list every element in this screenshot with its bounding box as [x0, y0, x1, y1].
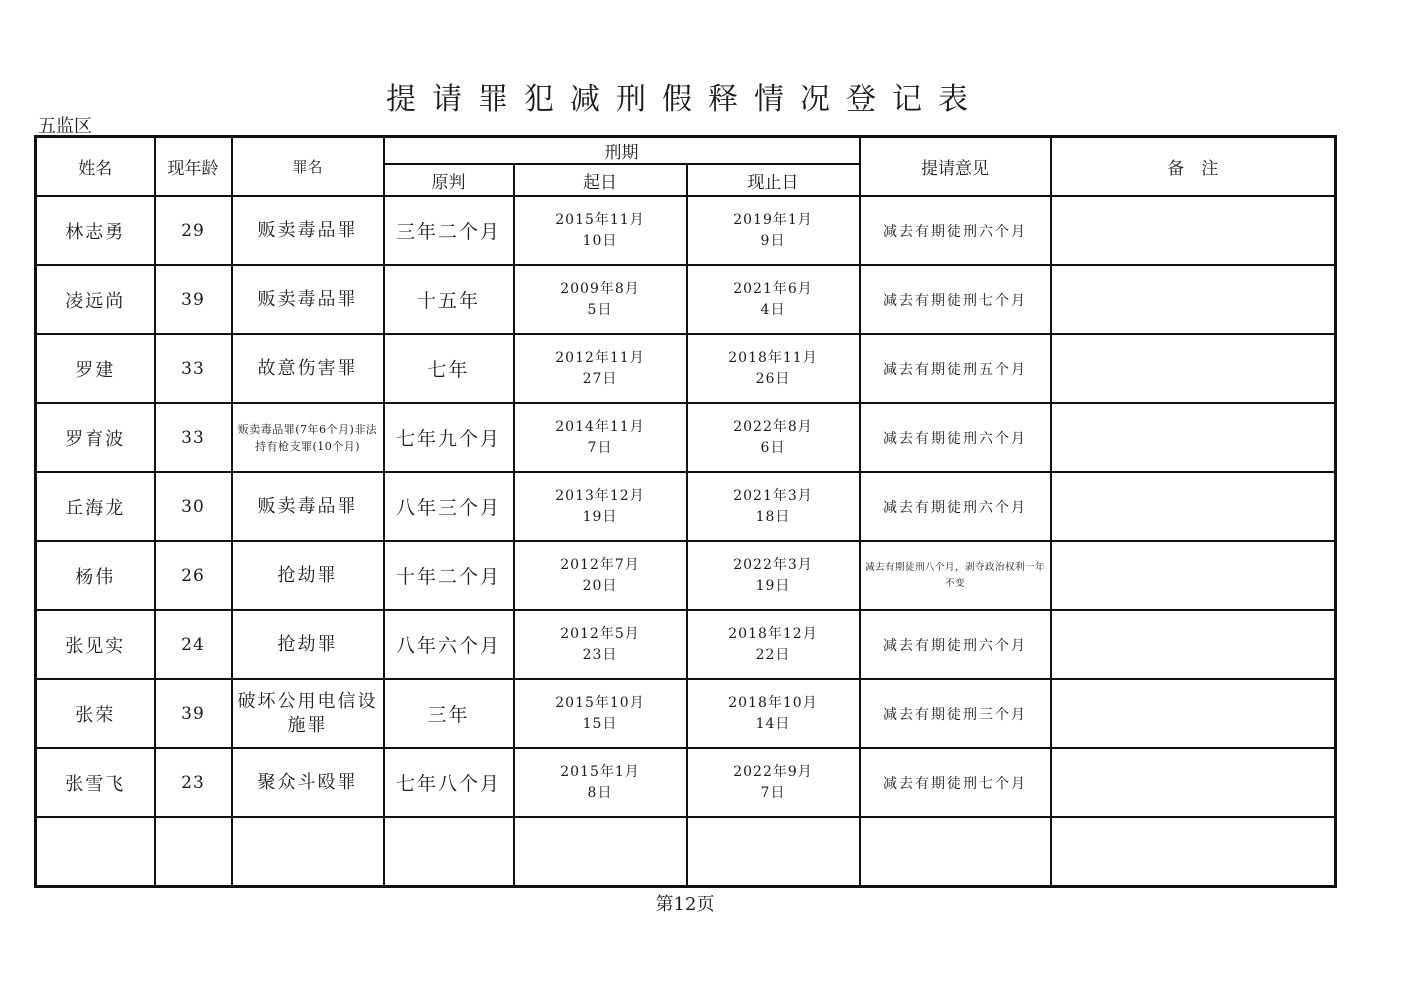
cell-remarks: [1051, 334, 1336, 403]
cell-original-sentence: 三年二个月: [384, 196, 514, 265]
empty-cell: [1051, 817, 1336, 887]
cell-name: 凌远尚: [36, 265, 155, 334]
cell-remarks: [1051, 679, 1336, 748]
start-date-line1: 2012年7月: [560, 556, 640, 573]
end-date-line1: 2022年8月: [733, 418, 813, 435]
cell-opinion: 减去有期徒刑六个月: [860, 610, 1051, 679]
start-date-line2: 5日: [587, 301, 613, 318]
cell-age: 23: [155, 748, 232, 817]
cell-end-date: [687, 196, 860, 265]
cell-original-sentence: 八年三个月: [384, 472, 514, 541]
cell-end-date: [687, 679, 860, 748]
end-date-line1: 2021年3月: [733, 487, 813, 504]
table-row: [36, 610, 1336, 679]
start-date-line1: 2014年11月: [555, 418, 645, 435]
cell-crime: 抢劫罪: [232, 541, 384, 610]
cell-age: 39: [155, 679, 232, 748]
cell-name: 杨伟: [36, 541, 155, 610]
cell-original-sentence: 十年二个月: [384, 541, 514, 610]
header-start-date: 起日: [514, 164, 687, 196]
cell-remarks: [1051, 610, 1336, 679]
cell-opinion: 减去有期徒刑六个月: [860, 472, 1051, 541]
header-remarks: 备 注: [1051, 137, 1336, 197]
end-date-line1: 2022年3月: [733, 556, 813, 573]
end-date-line2: 6日: [760, 439, 786, 456]
cell-opinion: 减去有期徒刑五个月: [860, 334, 1051, 403]
start-date-line2: 15日: [582, 715, 618, 732]
cell-name: 张见实: [36, 610, 155, 679]
empty-cell: [514, 817, 687, 887]
start-date-line1: 2015年11月: [555, 211, 645, 228]
cell-age: 29: [155, 196, 232, 265]
cell-original-sentence: 三年: [384, 679, 514, 748]
end-date-line2: 7日: [760, 784, 786, 801]
start-date-line2: 23日: [582, 646, 618, 663]
header-crime: 罪名: [232, 137, 384, 197]
end-date-line1: 2018年12月: [728, 625, 818, 642]
empty-cell: [860, 817, 1051, 887]
cell-end-date: [687, 541, 860, 610]
cell-crime: 贩卖毒品罪: [232, 472, 384, 541]
table-row: [36, 679, 1336, 748]
cell-opinion: 减去有期徒刑八个月，剥夺政治权利一年不变: [860, 541, 1051, 610]
start-date-line2: 27日: [582, 370, 618, 387]
cell-age: 24: [155, 610, 232, 679]
end-date-line1: 2022年9月: [733, 763, 813, 780]
cell-age: 33: [155, 334, 232, 403]
end-date-line2: 18日: [755, 508, 791, 525]
cell-original-sentence: 七年: [384, 334, 514, 403]
cell-opinion: 减去有期徒刑七个月: [860, 265, 1051, 334]
empty-table-row: [36, 817, 1336, 887]
cell-original-sentence: 七年八个月: [384, 748, 514, 817]
start-date-line2: 20日: [582, 577, 618, 594]
cell-start-date: [514, 265, 687, 334]
cell-crime: 贩卖毒品罪(7年6个月)非法持有枪支罪(10个月): [232, 403, 384, 472]
cell-crime: 贩卖毒品罪: [232, 196, 384, 265]
page-number: 第12页: [655, 894, 715, 915]
empty-cell: [232, 817, 384, 887]
cell-crime: 故意伤害罪: [232, 334, 384, 403]
header-opinion: 提请意见: [860, 137, 1051, 197]
start-date-line1: 2009年8月: [560, 280, 640, 297]
cell-name: 张荣: [36, 679, 155, 748]
table-row: [36, 748, 1336, 817]
cell-start-date: [514, 541, 687, 610]
cell-start-date: [514, 610, 687, 679]
table-row: [36, 541, 1336, 610]
prison-unit-label: 五监区: [38, 116, 92, 137]
end-date-line1: 2018年11月: [728, 349, 818, 366]
cell-end-date: [687, 472, 860, 541]
start-date-line2: 8日: [587, 784, 613, 801]
document-title: 提请罪犯减刑假释情况登记表: [386, 82, 984, 117]
cell-opinion: 减去有期徒刑六个月: [860, 403, 1051, 472]
cell-opinion: 减去有期徒刑三个月: [860, 679, 1051, 748]
cell-remarks: [1051, 748, 1336, 817]
header-term: 刑期: [384, 137, 860, 165]
cell-remarks: [1051, 265, 1336, 334]
start-date-line1: 2015年10月: [555, 694, 645, 711]
end-date-line2: 14日: [755, 715, 791, 732]
cell-remarks: [1051, 541, 1336, 610]
cell-end-date: [687, 748, 860, 817]
start-date-line1: 2012年5月: [560, 625, 640, 642]
cell-name: 张雪飞: [36, 748, 155, 817]
start-date-line1: 2013年12月: [555, 487, 645, 504]
cell-name: 罗育波: [36, 403, 155, 472]
end-date-line2: 9日: [760, 232, 786, 249]
start-date-line1: 2015年1月: [560, 763, 640, 780]
cell-remarks: [1051, 196, 1336, 265]
cell-age: 33: [155, 403, 232, 472]
header-end-date: 现止日: [687, 164, 860, 196]
start-date-line2: 7日: [587, 439, 613, 456]
cell-name: 林志勇: [36, 196, 155, 265]
cell-original-sentence: 八年六个月: [384, 610, 514, 679]
empty-cell: [384, 817, 514, 887]
cell-start-date: [514, 748, 687, 817]
cell-remarks: [1051, 403, 1336, 472]
cell-opinion: 减去有期徒刑七个月: [860, 748, 1051, 817]
table-row: [36, 265, 1336, 334]
cell-original-sentence: 七年九个月: [384, 403, 514, 472]
end-date-line2: 22日: [755, 646, 791, 663]
header-age: 现年龄: [155, 137, 232, 197]
cell-remarks: [1051, 472, 1336, 541]
empty-cell: [687, 817, 860, 887]
cell-end-date: [687, 403, 860, 472]
cell-end-date: [687, 610, 860, 679]
cell-start-date: [514, 403, 687, 472]
cell-age: 26: [155, 541, 232, 610]
empty-cell: [36, 817, 155, 887]
end-date-line1: 2019年1月: [733, 211, 813, 228]
start-date-line2: 10日: [582, 232, 618, 249]
cell-start-date: [514, 679, 687, 748]
cell-name: 丘海龙: [36, 472, 155, 541]
cell-crime: 破坏公用电信设施罪: [232, 679, 384, 748]
cell-original-sentence: 十五年: [384, 265, 514, 334]
end-date-line1: 2018年10月: [728, 694, 818, 711]
cell-end-date: [687, 334, 860, 403]
registration-table: [34, 135, 1337, 888]
table-row: [36, 196, 1336, 265]
table-row: [36, 472, 1336, 541]
cell-crime: 聚众斗殴罪: [232, 748, 384, 817]
end-date-line2: 19日: [755, 577, 791, 594]
cell-crime: 贩卖毒品罪: [232, 265, 384, 334]
cell-start-date: [514, 472, 687, 541]
header-original-sentence: 原判: [384, 164, 514, 196]
start-date-line2: 19日: [582, 508, 618, 525]
cell-start-date: [514, 334, 687, 403]
cell-start-date: [514, 196, 687, 265]
cell-age: 30: [155, 472, 232, 541]
end-date-line1: 2021年6月: [733, 280, 813, 297]
cell-crime: 抢劫罪: [232, 610, 384, 679]
end-date-line2: 4日: [760, 301, 786, 318]
cell-age: 39: [155, 265, 232, 334]
cell-end-date: [687, 265, 860, 334]
table-row: [36, 403, 1336, 472]
start-date-line1: 2012年11月: [555, 349, 645, 366]
header-name: 姓名: [36, 137, 155, 197]
end-date-line2: 26日: [755, 370, 791, 387]
table-header-row: [36, 137, 1336, 165]
cell-name: 罗建: [36, 334, 155, 403]
cell-opinion: 减去有期徒刑六个月: [860, 196, 1051, 265]
table-row: [36, 334, 1336, 403]
empty-cell: [155, 817, 232, 887]
